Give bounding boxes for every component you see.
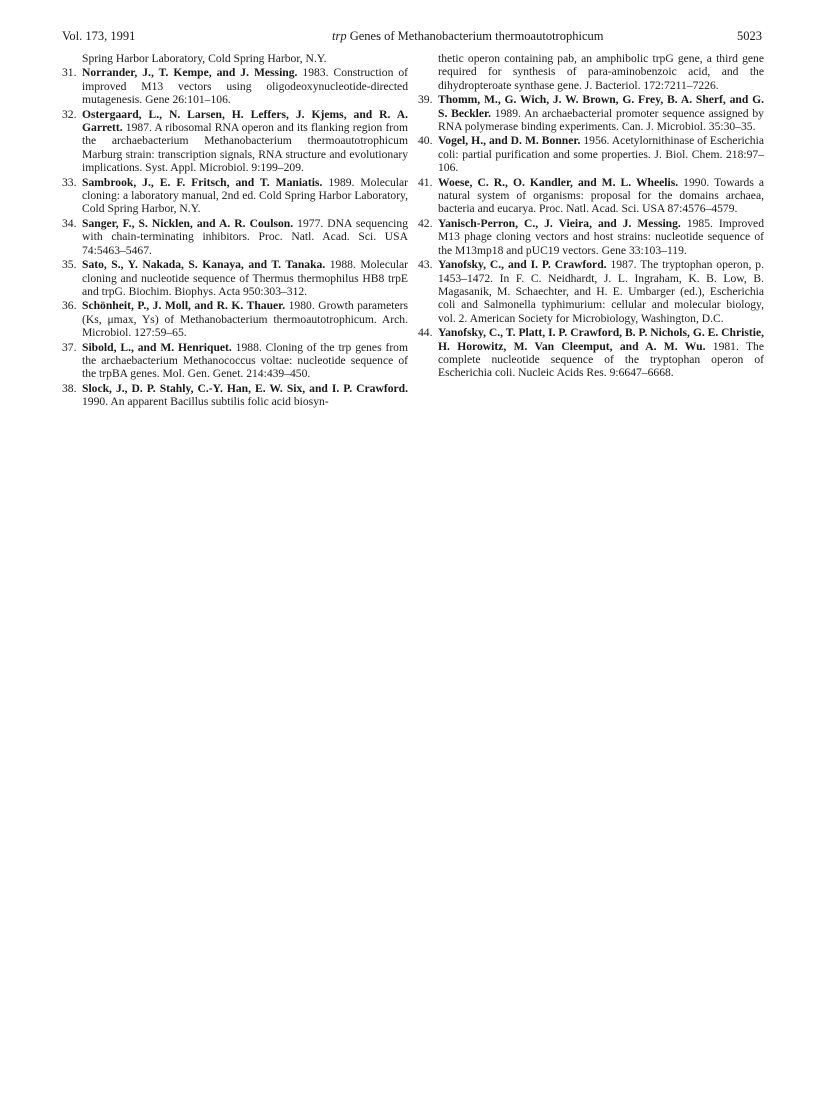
reference-item: [418, 258, 764, 325]
reference-text: 1980. Growth parameters (Ks, μmax, Ys) of Methanobacterium thermoautotrophicum. Arch. Microbiol. 127:59–65.: [82, 299, 408, 340]
reference-text: 1988. Cloning of the trp genes from the archaebacterium Methanococcus voltae: nucleotide sequence of the trpBA genes. Mol. Gen. Genet. 214:439–450.: [82, 340, 408, 381]
reference-number: 34.: [62, 216, 77, 230]
running-title: [332, 28, 603, 44]
reference-item: [418, 326, 764, 380]
reference-text: 1989. An archaebacterial promoter sequence assigned by RNA polymerase binding experiments. Can. J. Microbiol. 35:30–35.: [438, 106, 764, 134]
page-number: 5023: [737, 29, 762, 43]
reference-text: 1987. The tryptophan operon, p. 1453–1472. In F. C. Neidhardt, J. L. Ingraham, K. B. Low, B. Magasanik, M. Schaechter, and H. E. Umbarger (ed.), Escherichia coli and Salmonella typhimurium: cellular and molecular biology, vol. 2. American Society for Microbiology, Washington, D.C.: [438, 258, 764, 325]
reference-item: [62, 299, 408, 339]
reference-number: 32.: [62, 107, 77, 121]
reference-item: [418, 134, 764, 174]
reference-item: [418, 217, 764, 257]
reference-authors: Ostergaard, L., N. Larsen, H. Leffers, J. Kjems, and R. A. Garrett.: [82, 107, 408, 135]
reference-authors: Sanger, F., S. Nicklen, and A. R. Coulson.: [82, 216, 294, 230]
reference-text: 1989. Molecular cloning: a laboratory manual, 2nd ed. Cold Spring Harbor Laboratory, Cold Spring Harbor, N.Y.: [82, 175, 409, 216]
reference-continuation: Spring Harbor Laboratory, Cold Spring Harbor, N.Y.: [82, 52, 327, 65]
reference-text: 1990. An apparent Bacillus subtilis folic acid biosyn-: [82, 395, 329, 409]
reference-text: 1990. Towards a natural system of organisms: proposal for the domains archaea, bacteria and eucarya. Proc. Natl. Acad. Sci. USA 87:4576–4579.: [438, 175, 764, 216]
volume-year: Vol. 173, 1991: [62, 29, 136, 43]
reference-number: 39.: [418, 93, 433, 107]
reference-text: 1983. Construction of improved M13 vectors using oligodeoxynucleotide-directed mutagenesis. Gene 26:101–106.: [82, 66, 408, 107]
reference-number: 31.: [62, 66, 77, 80]
reference-item: [62, 341, 408, 381]
reference-number: 44.: [418, 326, 433, 340]
reference-text: 1985. Improved M13 phage cloning vectors and host strains: nucleotide sequence of the M13mp18 and pUC19 vectors. Gene 33:103–119.: [438, 216, 764, 257]
reference-authors: Sambrook, J., E. F. Fritsch, and T. Maniatis.: [82, 175, 323, 189]
reference-text: 1981. The complete nucleotide sequence of the tryptophan operon of Escherichia coli. Nucleic Acids Res. 9:6647–6668.: [438, 339, 764, 380]
running-header: [62, 28, 762, 48]
reference-number: 38.: [62, 381, 77, 395]
reference-item: [62, 108, 408, 175]
reference-authors: Thomm, M., G. Wich, J. W. Brown, G. Frey, B. A. Sherf, and G. S. Beckler.: [438, 93, 764, 120]
reference-number: 35.: [62, 258, 77, 272]
reference-number: 33.: [62, 175, 77, 189]
reference-continuation: thetic operon containing pab, an amphibolic trpG gene, a third gene required for synthesis of para-aminobenzoic acid, and the dihydropteroate synthase gene. J. Bacteriol. 172:7211–7226.: [438, 52, 764, 92]
running-title-gene: trp: [332, 29, 347, 43]
reference-authors: Sato, S., Y. Nakada, S. Kanaya, and T. Tanaka.: [82, 258, 326, 272]
reference-text: 1987. A ribosomal RNA operon and its flanking region from the archaebacterium Methanobacterium thermoautotrophicum Marburg strain: transcription signals, RNA structure and evolutionary implications. Syst. Appl. Microbiol. 9:199–209.: [82, 121, 408, 175]
reference-authors: Schönheit, P., J. Moll, and R. K. Thauer.: [82, 299, 286, 313]
reference-authors: Yanofsky, C., and I. P. Crawford.: [438, 258, 607, 272]
reference-item: [62, 176, 408, 216]
reference-authors: Vogel, H., and D. M. Bonner.: [438, 134, 581, 148]
reference-number: 43.: [418, 258, 433, 272]
reference-item: [418, 176, 764, 216]
reference-item: [62, 217, 408, 257]
reference-text: 1988. Molecular cloning and nucleotide sequence of Thermus thermophilus HB8 trpE and trpG. Biochim. Biophys. Acta 950:303–312.: [82, 258, 408, 298]
left-column: [62, 52, 408, 410]
reference-authors: Norrander, J., T. Kempe, and J. Messing.: [82, 66, 298, 80]
reference-text: 1956. Acetylornithinase of Escherichia coli: partial purification and some properties. J. Biol. Chem. 218:97–106.: [438, 134, 764, 175]
reference-item: [62, 382, 408, 409]
reference-number: 36.: [62, 299, 77, 313]
running-title-rest: Genes of Methanobacterium thermoautotrophicum: [346, 29, 604, 43]
reference-authors: Woese, C. R., O. Kandler, and M. L. Wheelis.: [438, 175, 679, 189]
reference-text: 1977. DNA sequencing with chain-terminating inhibitors. Proc. Natl. Acad. Sci. USA 74:5463–5467.: [82, 216, 408, 257]
reference-authors: Yanisch-Perron, C., J. Vieira, and J. Messing.: [438, 216, 681, 230]
reference-item: [418, 93, 764, 133]
right-column: [418, 52, 764, 381]
reference-item: [62, 66, 408, 106]
reference-authors: Slock, J., D. P. Stahly, C.-Y. Han, E. W. Six, and I. P. Crawford.: [82, 381, 408, 395]
reference-number: 41.: [418, 175, 433, 189]
reference-item: [62, 258, 408, 298]
reference-authors: Yanofsky, C., T. Platt, I. P. Crawford, B. P. Nichols, G. E. Christie, H. Horowitz, M. Van Cleemput, and A. M. Wu.: [438, 326, 764, 353]
reference-number: 37.: [62, 340, 77, 354]
reference-number: 40.: [418, 134, 433, 148]
reference-number: 42.: [418, 216, 433, 230]
reference-authors: Sibold, L., and M. Henriquet.: [82, 340, 232, 354]
